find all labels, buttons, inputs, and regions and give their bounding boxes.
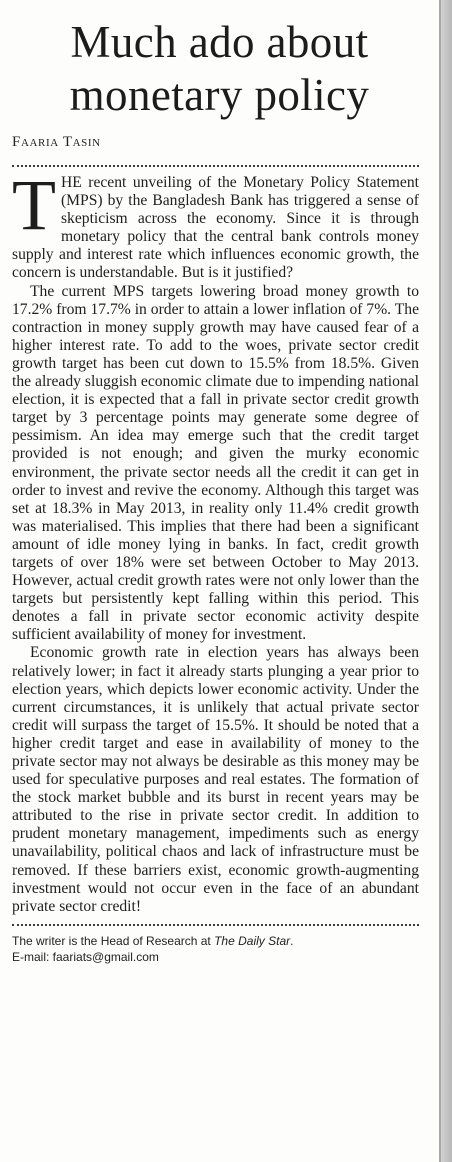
bottom-dotted-divider xyxy=(12,924,419,926)
writer-note-suffix: . xyxy=(290,933,294,948)
article-body xyxy=(12,165,419,916)
article-byline: Faaria Tasin xyxy=(12,134,101,150)
top-dotted-divider xyxy=(12,165,419,167)
article-paragraph-3: Economic growth rate in election years has always been relatively lower; in fact it already starts plunging a year prior to election years, which depicts lower economic activity. Under the current circumstances, it is unlikely that actual private sector credit will surpass the target of 15.5%. It should be noted that a higher credit target and ease in availability of money to the private sector may not always be desirable as this money may be used for speculative purposes and real estates. The formation of the stock market bubble and its burst in recent years may be attributed to the rise in private sector credit. In addition to prudent monetary management, impediments such as energy unavailability, political chaos and lack of infrastructure must be removed. If these barriers exist, economic growth-augmenting investment would not occur even in the face of an abundant private sector credit! xyxy=(12,644,419,915)
drop-cap: T xyxy=(12,165,56,245)
page-edge-shadow xyxy=(441,0,452,1162)
article-paragraph-2: The current MPS targets lowering broad money growth to 17.2% from 17.7% in order to attain a lower inflation of 7%. The contraction in money supply growth may have caused fear of a higher interest rate. To add to the woes, private sector credit growth target has been cut down to 15.5% from 18.5%. Given the already sluggish economic climate due to impending national election, it is expected that a fall in private sector credit growth target by 3 percentage points may generate some degree of pessimism. An idea may emerge such that the credit target provided is not enough; and given the murky economic environment, the private sector needs all the credit it can get in order to invest and revive the economy. Although this target was set at 18.3% in May 2013, in reality only 11.4% credit growth was materialised. This implies that there had been a significant amount of idle money lying in banks. In fact, credit growth targets of over 18% were set between October to May 2013. However, actual credit growth rates were not only lower than the targets but persistently kept falling within this period. This denotes a fall in private sector economic activity despite sufficient availability of money for investment. xyxy=(12,282,419,644)
publication-name: The Daily Star xyxy=(214,933,291,948)
writer-note-prefix: The writer is the Head of Research at xyxy=(12,933,215,948)
writer-email: E-mail: faariats@gmail.com xyxy=(12,949,159,964)
article-headline: Much ado about monetary policy xyxy=(69,17,370,120)
paragraph-1-text: HE recent unveiling of the Monetary Policy Statement (MPS) by the Bangladesh Bank has triggered a sense of skepticism across the economy. Since it is through monetary policy that the central bank controls money supply and interest rate which influences economic growth, the concern is understandable. But is it justified? xyxy=(12,174,419,282)
article-paragraph-1 xyxy=(12,165,419,283)
article-footer xyxy=(12,933,419,965)
writer-note xyxy=(12,933,419,949)
